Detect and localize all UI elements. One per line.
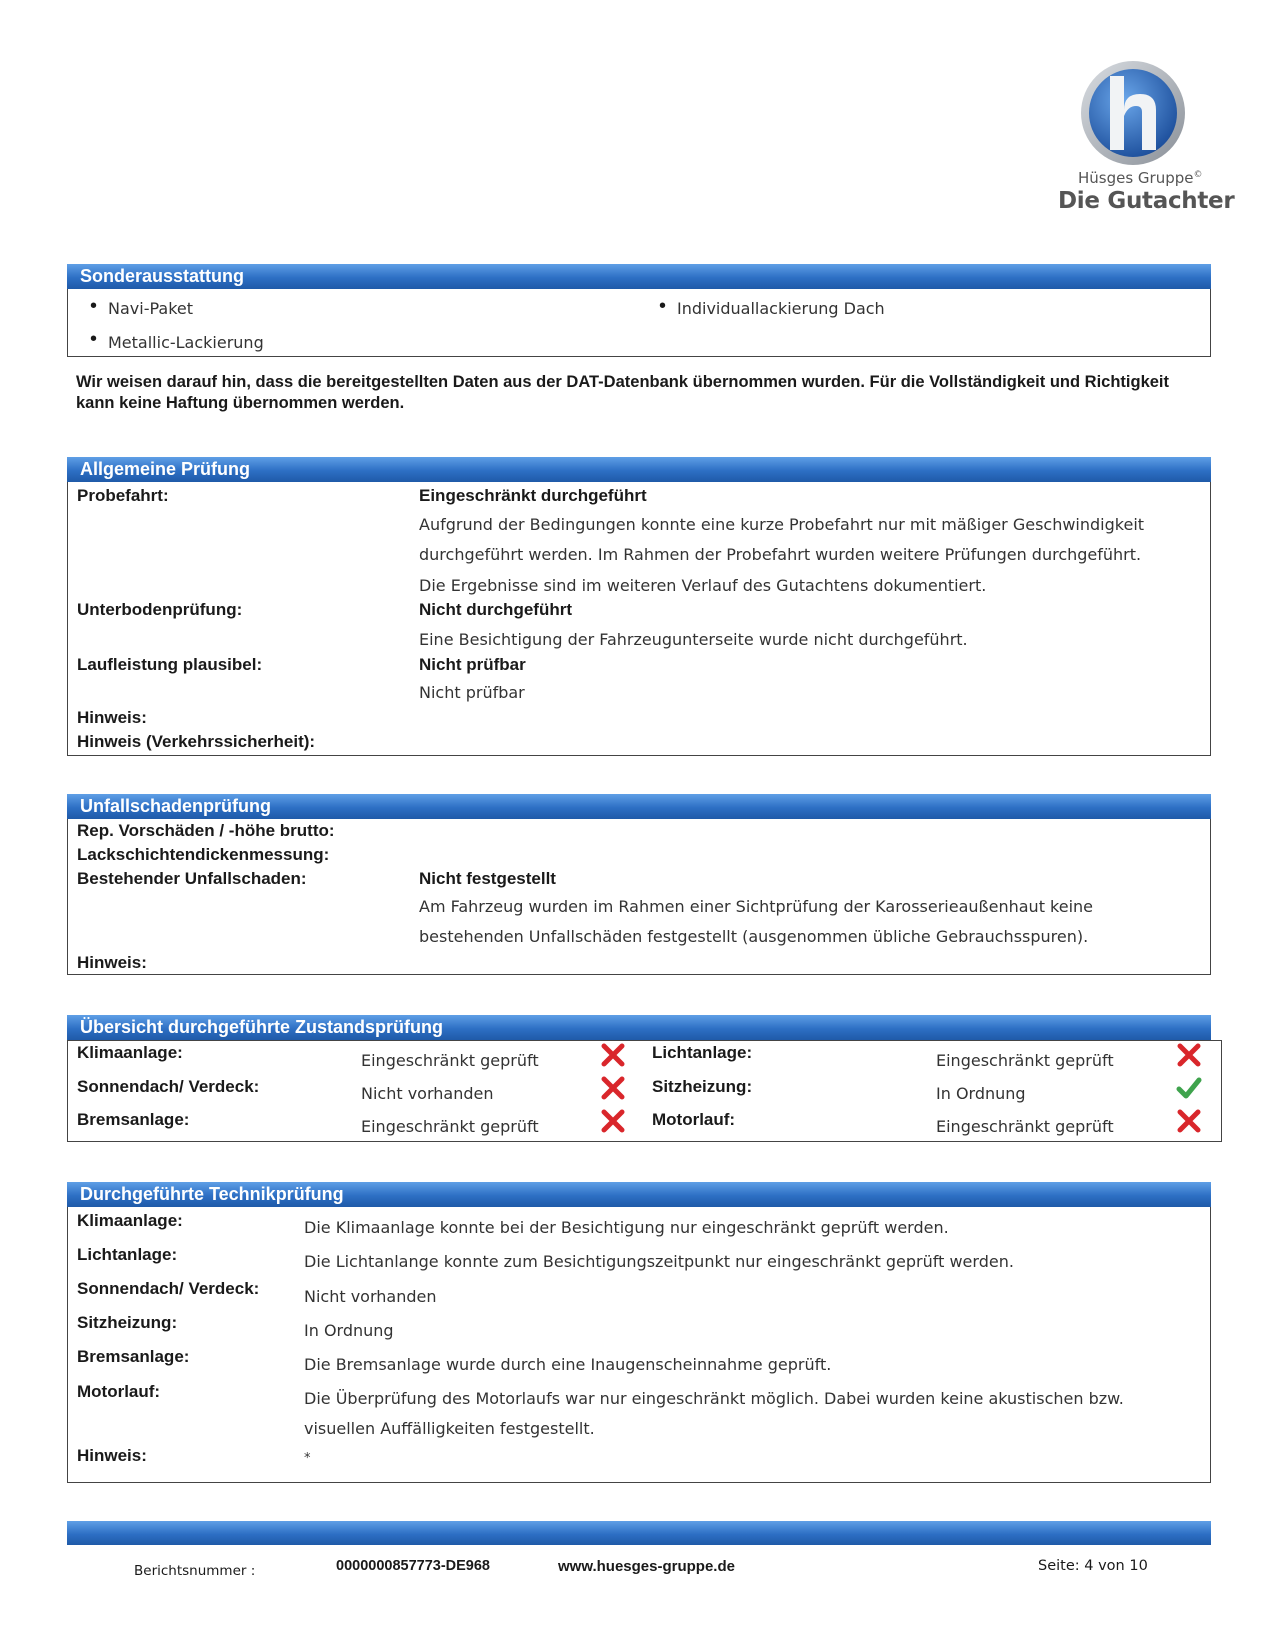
- section-header-unfallschadenpruefung: Unfallschadenprüfung: [67, 794, 1211, 819]
- logo-brand-small: Hüsges Gruppe©: [1078, 169, 1203, 187]
- footer-report-number: 0000000857773-DE968: [336, 1558, 490, 1574]
- section-header-technikpruefung: Durchgeführte Technikprüfung: [67, 1182, 1211, 1207]
- logo-brand-large: Die Gutachter: [1058, 188, 1235, 214]
- label-rep-vorschaeden: Rep. Vorschäden / -höhe brutto:: [77, 821, 335, 840]
- text-sonnendach: Nicht vorhanden: [304, 1287, 437, 1306]
- company-logo: [1058, 58, 1235, 218]
- label-motorlauf: Motorlauf:: [77, 1382, 161, 1401]
- value-bremsanlage: Eingeschränkt geprüft: [361, 1117, 539, 1136]
- status-laufleistung: Nicht prüfbar: [419, 655, 526, 674]
- bullet-icon: •: [659, 295, 667, 317]
- equipment-item: Navi-Paket: [108, 299, 194, 318]
- status-unterbodenpruefung: Nicht durchgeführt: [419, 600, 572, 619]
- section-header-allgemeine-pruefung: Allgemeine Prüfung: [67, 457, 1211, 482]
- text-hinweis: *: [304, 1451, 311, 1466]
- equipment-item: Metallic-Lackierung: [108, 333, 264, 352]
- text-sitzheizung: In Ordnung: [304, 1321, 394, 1340]
- label-lichtanlage: Lichtanlage:: [77, 1245, 178, 1264]
- footer-page-number: Seite: 4 von 10: [1038, 1558, 1148, 1574]
- label-motorlauf: Motorlauf:: [652, 1110, 736, 1129]
- label-hinweis: Hinweis:: [77, 708, 147, 727]
- section-box-technikpruefung: [67, 1207, 1211, 1483]
- equipment-item: Individuallackierung Dach: [677, 299, 885, 318]
- footer-report-label: Berichtsnummer :: [134, 1563, 256, 1579]
- data-disclaimer: Wir weisen darauf hin, dass die bereitgestellten Daten aus der DAT-Datenbank übernommen wurden. Für die Vollständigkeit und Richtigkeit kann keine Haftung übernommen werden.: [76, 373, 1170, 412]
- label-unterbodenpruefung: Unterbodenprüfung:: [77, 600, 243, 619]
- text-unfallschaden: Am Fahrzeug wurden im Rahmen einer Sichtprüfung der Karosserieaußenhaut keine: [419, 897, 1094, 916]
- value-sitzheizung: In Ordnung: [936, 1084, 1026, 1103]
- text-bremsanlage: Die Bremsanlage wurde durch eine Inaugenscheinnahme geprüft.: [304, 1355, 832, 1374]
- label-hinweis-verkehrssicherheit: Hinweis (Verkehrssicherheit):: [77, 732, 316, 751]
- label-bremsanlage: Bremsanlage:: [77, 1110, 190, 1129]
- footer-bar: [67, 1521, 1211, 1545]
- cross-icon: [600, 1108, 626, 1134]
- cross-icon: [1176, 1042, 1202, 1068]
- value-sonnendach: Nicht vorhanden: [361, 1084, 494, 1103]
- label-sonnendach: Sonnendach/ Verdeck:: [77, 1279, 260, 1298]
- section-header-zustandspruefung: Übersicht durchgeführte Zustandsprüfung: [67, 1015, 1211, 1040]
- label-bremsanlage: Bremsanlage:: [77, 1347, 190, 1366]
- status-unfallschaden: Nicht festgestellt: [419, 869, 556, 888]
- value-klimaanlage: Eingeschränkt geprüft: [361, 1051, 539, 1070]
- text-unterbodenpruefung: Eine Besichtigung der Fahrzeugunterseite wurde nicht durchgeführt.: [419, 630, 968, 649]
- text-laufleistung: Nicht prüfbar: [419, 683, 525, 702]
- text-probefahrt: Aufgrund der Bedingungen konnte eine kurze Probefahrt nur mit mäßiger Geschwindigkeit: [419, 515, 1145, 534]
- cross-icon: [600, 1075, 626, 1101]
- section-header-sonderausstattung: Sonderausstattung: [67, 264, 1211, 289]
- text-motorlauf: Die Überprüfung des Motorlaufs war nur eingeschränkt möglich. Dabei wurden keine akustischen bzw.: [304, 1389, 1124, 1408]
- value-lichtanlage: Eingeschränkt geprüft: [936, 1051, 1114, 1070]
- check-icon: [1176, 1075, 1202, 1101]
- text-lichtanlage: Die Lichtanlange konnte zum Besichtigungszeitpunkt nur eingeschränkt geprüft werden.: [304, 1252, 1014, 1271]
- label-laufleistung: Laufleistung plausibel:: [77, 655, 263, 674]
- label-hinweis: Hinweis:: [77, 1446, 147, 1465]
- label-bestehender-unfallschaden: Bestehender Unfallschaden:: [77, 869, 307, 888]
- footer-website-link[interactable]: www.huesges-gruppe.de: [558, 1558, 735, 1575]
- text-unfallschaden: bestehenden Unfallschäden festgestellt (ausgenommen übliche Gebrauchsspuren).: [419, 927, 1089, 946]
- value-motorlauf: Eingeschränkt geprüft: [936, 1117, 1114, 1136]
- label-lackschichtendicke: Lackschichtendickenmessung:: [77, 845, 330, 864]
- logo-emblem-icon: [1078, 58, 1188, 168]
- label-sonnendach: Sonnendach/ Verdeck:: [77, 1077, 260, 1096]
- bullet-icon: •: [90, 328, 98, 350]
- status-probefahrt: Eingeschränkt durchgeführt: [419, 486, 647, 505]
- cross-icon: [600, 1042, 626, 1068]
- text-klimaanlage: Die Klimaanlage konnte bei der Besichtigung nur eingeschränkt geprüft werden.: [304, 1218, 949, 1237]
- label-lichtanlage: Lichtanlage:: [652, 1043, 753, 1062]
- text-probefahrt: durchgeführt werden. Im Rahmen der Probefahrt wurden weitere Prüfungen durchgeführt.: [419, 545, 1142, 564]
- label-sitzheizung: Sitzheizung:: [77, 1313, 178, 1332]
- label-sitzheizung: Sitzheizung:: [652, 1077, 753, 1096]
- label-probefahrt: Probefahrt:: [77, 486, 169, 505]
- cross-icon: [1176, 1108, 1202, 1134]
- label-klimaanlage: Klimaanlage:: [77, 1211, 183, 1230]
- text-motorlauf: visuellen Auffälligkeiten festgestellt.: [304, 1419, 595, 1438]
- label-hinweis: Hinweis:: [77, 953, 147, 972]
- text-probefahrt: Die Ergebnisse sind im weiteren Verlauf des Gutachtens dokumentiert.: [419, 576, 987, 595]
- label-klimaanlage: Klimaanlage:: [77, 1043, 183, 1062]
- bullet-icon: •: [90, 295, 98, 317]
